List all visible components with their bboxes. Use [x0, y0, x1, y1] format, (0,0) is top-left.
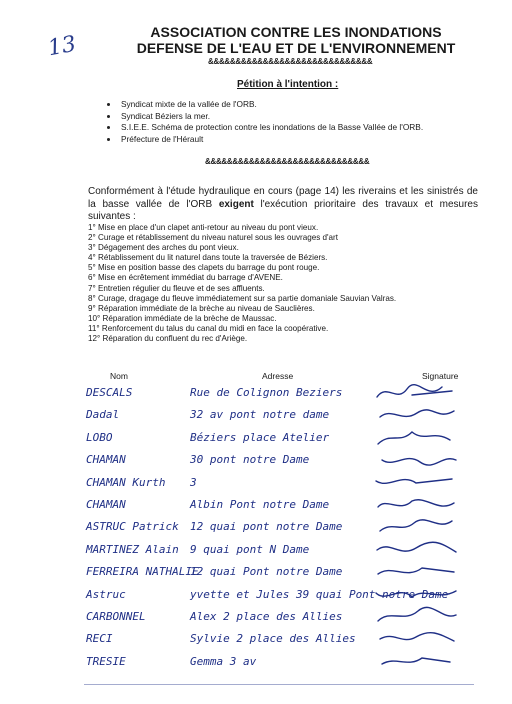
signer-name: Astruc	[86, 587, 126, 601]
measure-item: 10° Réparation immédiate de la brèche de Maussac.	[88, 313, 277, 323]
measure-item: 9° Réparation immédiate de la brèche au niveau de Sauclières.	[88, 303, 315, 313]
signature-row	[82, 428, 472, 450]
measure-item: 11° Renforcement du talus du canal du midi en face la coopérative.	[88, 323, 329, 333]
signer-name: ASTRUC Patrick	[86, 520, 179, 534]
measure-item: 3° Dégagement des arches du pont vieux.	[88, 243, 239, 253]
intro-paragraph	[88, 186, 478, 224]
handwritten-signature	[372, 650, 462, 674]
separator-middle: &&&&&&&&&&&&&&&&&&&&&&&&&&&&&&	[205, 157, 370, 166]
measure-item: 2° Curage et rétablissement du niveau naturel sous les ouvrages d'art	[88, 233, 338, 243]
handwritten-signature	[372, 605, 462, 629]
handwritten-signature	[372, 538, 462, 562]
signer-address: Gemma 3 av	[190, 654, 257, 668]
measure-item: 4° Rétablissement du lit naturel dans toute la traversée de Béziers.	[88, 253, 328, 263]
signer-address: 12 quai Pont notre Dame	[190, 565, 343, 579]
separator-top: &&&&&&&&&&&&&&&&&&&&&&&&&&&&&&	[208, 57, 373, 66]
signer-address: Alex 2 place des Allies	[190, 609, 343, 623]
measure-item: 5° Mise en position basse des clapets du barrage du pont rouge.	[88, 263, 320, 273]
signer-address: 3	[190, 475, 197, 489]
signer-address: Rue de Colignon Beziers	[190, 386, 343, 399]
handwritten-signature	[372, 403, 462, 427]
bottom-divider	[84, 684, 474, 685]
signer-name: CHAMAN Kurth	[86, 475, 166, 489]
measures-list	[88, 223, 396, 344]
signer-address: yvette et Jules 39 quai Pont notre Dame	[190, 587, 449, 601]
signature-row	[82, 517, 472, 539]
handwritten-signature	[372, 560, 462, 584]
signer-address: Albin Pont notre Dame	[190, 497, 330, 511]
signature-row	[82, 383, 472, 405]
signer-name: Dadal	[86, 408, 120, 422]
signer-name: FERREIRA NATHALIE	[86, 565, 199, 579]
signature-row	[82, 495, 472, 517]
signer-name: CHAMAN	[86, 453, 126, 467]
signature-row	[82, 585, 472, 607]
column-header-signature: Signature	[422, 371, 459, 381]
signer-name: CHAMAN	[86, 497, 126, 511]
signature-row	[82, 607, 472, 629]
signature-row	[82, 450, 472, 472]
signature-row	[82, 562, 472, 584]
measure-item: 6° Mise en écrêtement immédiat du barrage d'AVENE.	[88, 273, 283, 283]
recipient-list	[107, 99, 423, 145]
signature-row	[82, 652, 472, 674]
signer-name: RECI	[86, 632, 113, 646]
recipient-item: S.I.E.E. Schéma de protection contre les inondations de la Basse Vallée de l'ORB.	[107, 122, 423, 134]
intro-text-start: Conformément à l'étude hydraulique en cours (page 14) les riverains et les sinistrés de la basse vallée de l'ORB	[88, 186, 478, 210]
signer-name: DESCALS	[86, 386, 133, 399]
association-subtitle: DEFENSE DE L'EAU ET DE L'ENVIRONNEMENT	[136, 40, 456, 56]
recipient-item: Syndicat mixte de la vallée de l'ORB.	[107, 99, 423, 111]
signer-name: TRESIE	[86, 654, 126, 668]
recipient-item: Préfecture de l'Hérault	[107, 134, 423, 146]
intro-text-end: l'exécution prioritaire des travaux et mesures suivantes :	[88, 198, 478, 222]
intro-emphasis: exigent	[218, 198, 254, 210]
signature-row	[82, 540, 472, 562]
signature-row	[82, 405, 472, 427]
handwritten-signature	[372, 493, 462, 517]
measure-item: 1° Mise en place d'un clapet anti-retour au niveau du pont vieux.	[88, 223, 319, 232]
signer-address: 32 av pont notre dame	[190, 408, 330, 422]
recipient-item: Syndicat Béziers la mer.	[107, 111, 423, 123]
handwritten-signature	[372, 448, 462, 472]
signer-address: Sylvie 2 place des Allies	[190, 632, 356, 646]
signature-table	[82, 383, 472, 674]
signer-address: 30 pont notre Dame	[190, 453, 310, 467]
handwritten-signature	[372, 381, 462, 405]
handwritten-signature	[372, 515, 462, 539]
handwritten-signature	[372, 627, 462, 651]
handwritten-signature	[372, 471, 462, 495]
handwritten-page-number: 13	[46, 31, 78, 62]
signer-name: LOBO	[86, 430, 113, 444]
signature-row	[82, 473, 472, 495]
handwritten-signature	[372, 426, 462, 450]
signer-address: Béziers place Atelier	[190, 430, 330, 444]
measure-item: 7° Entretien régulier du fleuve et de ses affluents.	[88, 283, 265, 293]
column-header-address: Adresse	[262, 371, 294, 381]
signer-name: CARBONNEL	[86, 609, 146, 623]
handwritten-signature	[372, 583, 462, 607]
petition-heading: Pétition à l'intention :	[237, 79, 339, 90]
signer-address: 9 quai pont N Dame	[190, 542, 310, 556]
measure-item: 8° Curage, dragage du fleuve immédiatement sur sa partie domaniale Sauvian Valras.	[88, 293, 397, 303]
measure-item: 12° Réparation du confluent du rec d'Ariège.	[88, 334, 248, 344]
association-title: ASSOCIATION CONTRE LES INONDATIONS	[150, 24, 442, 40]
signature-row	[82, 629, 472, 651]
column-header-name: Nom	[110, 371, 128, 381]
signer-address: 12 quai pont notre Dame	[190, 520, 343, 534]
signer-name: MARTINEZ Alain	[86, 542, 179, 556]
